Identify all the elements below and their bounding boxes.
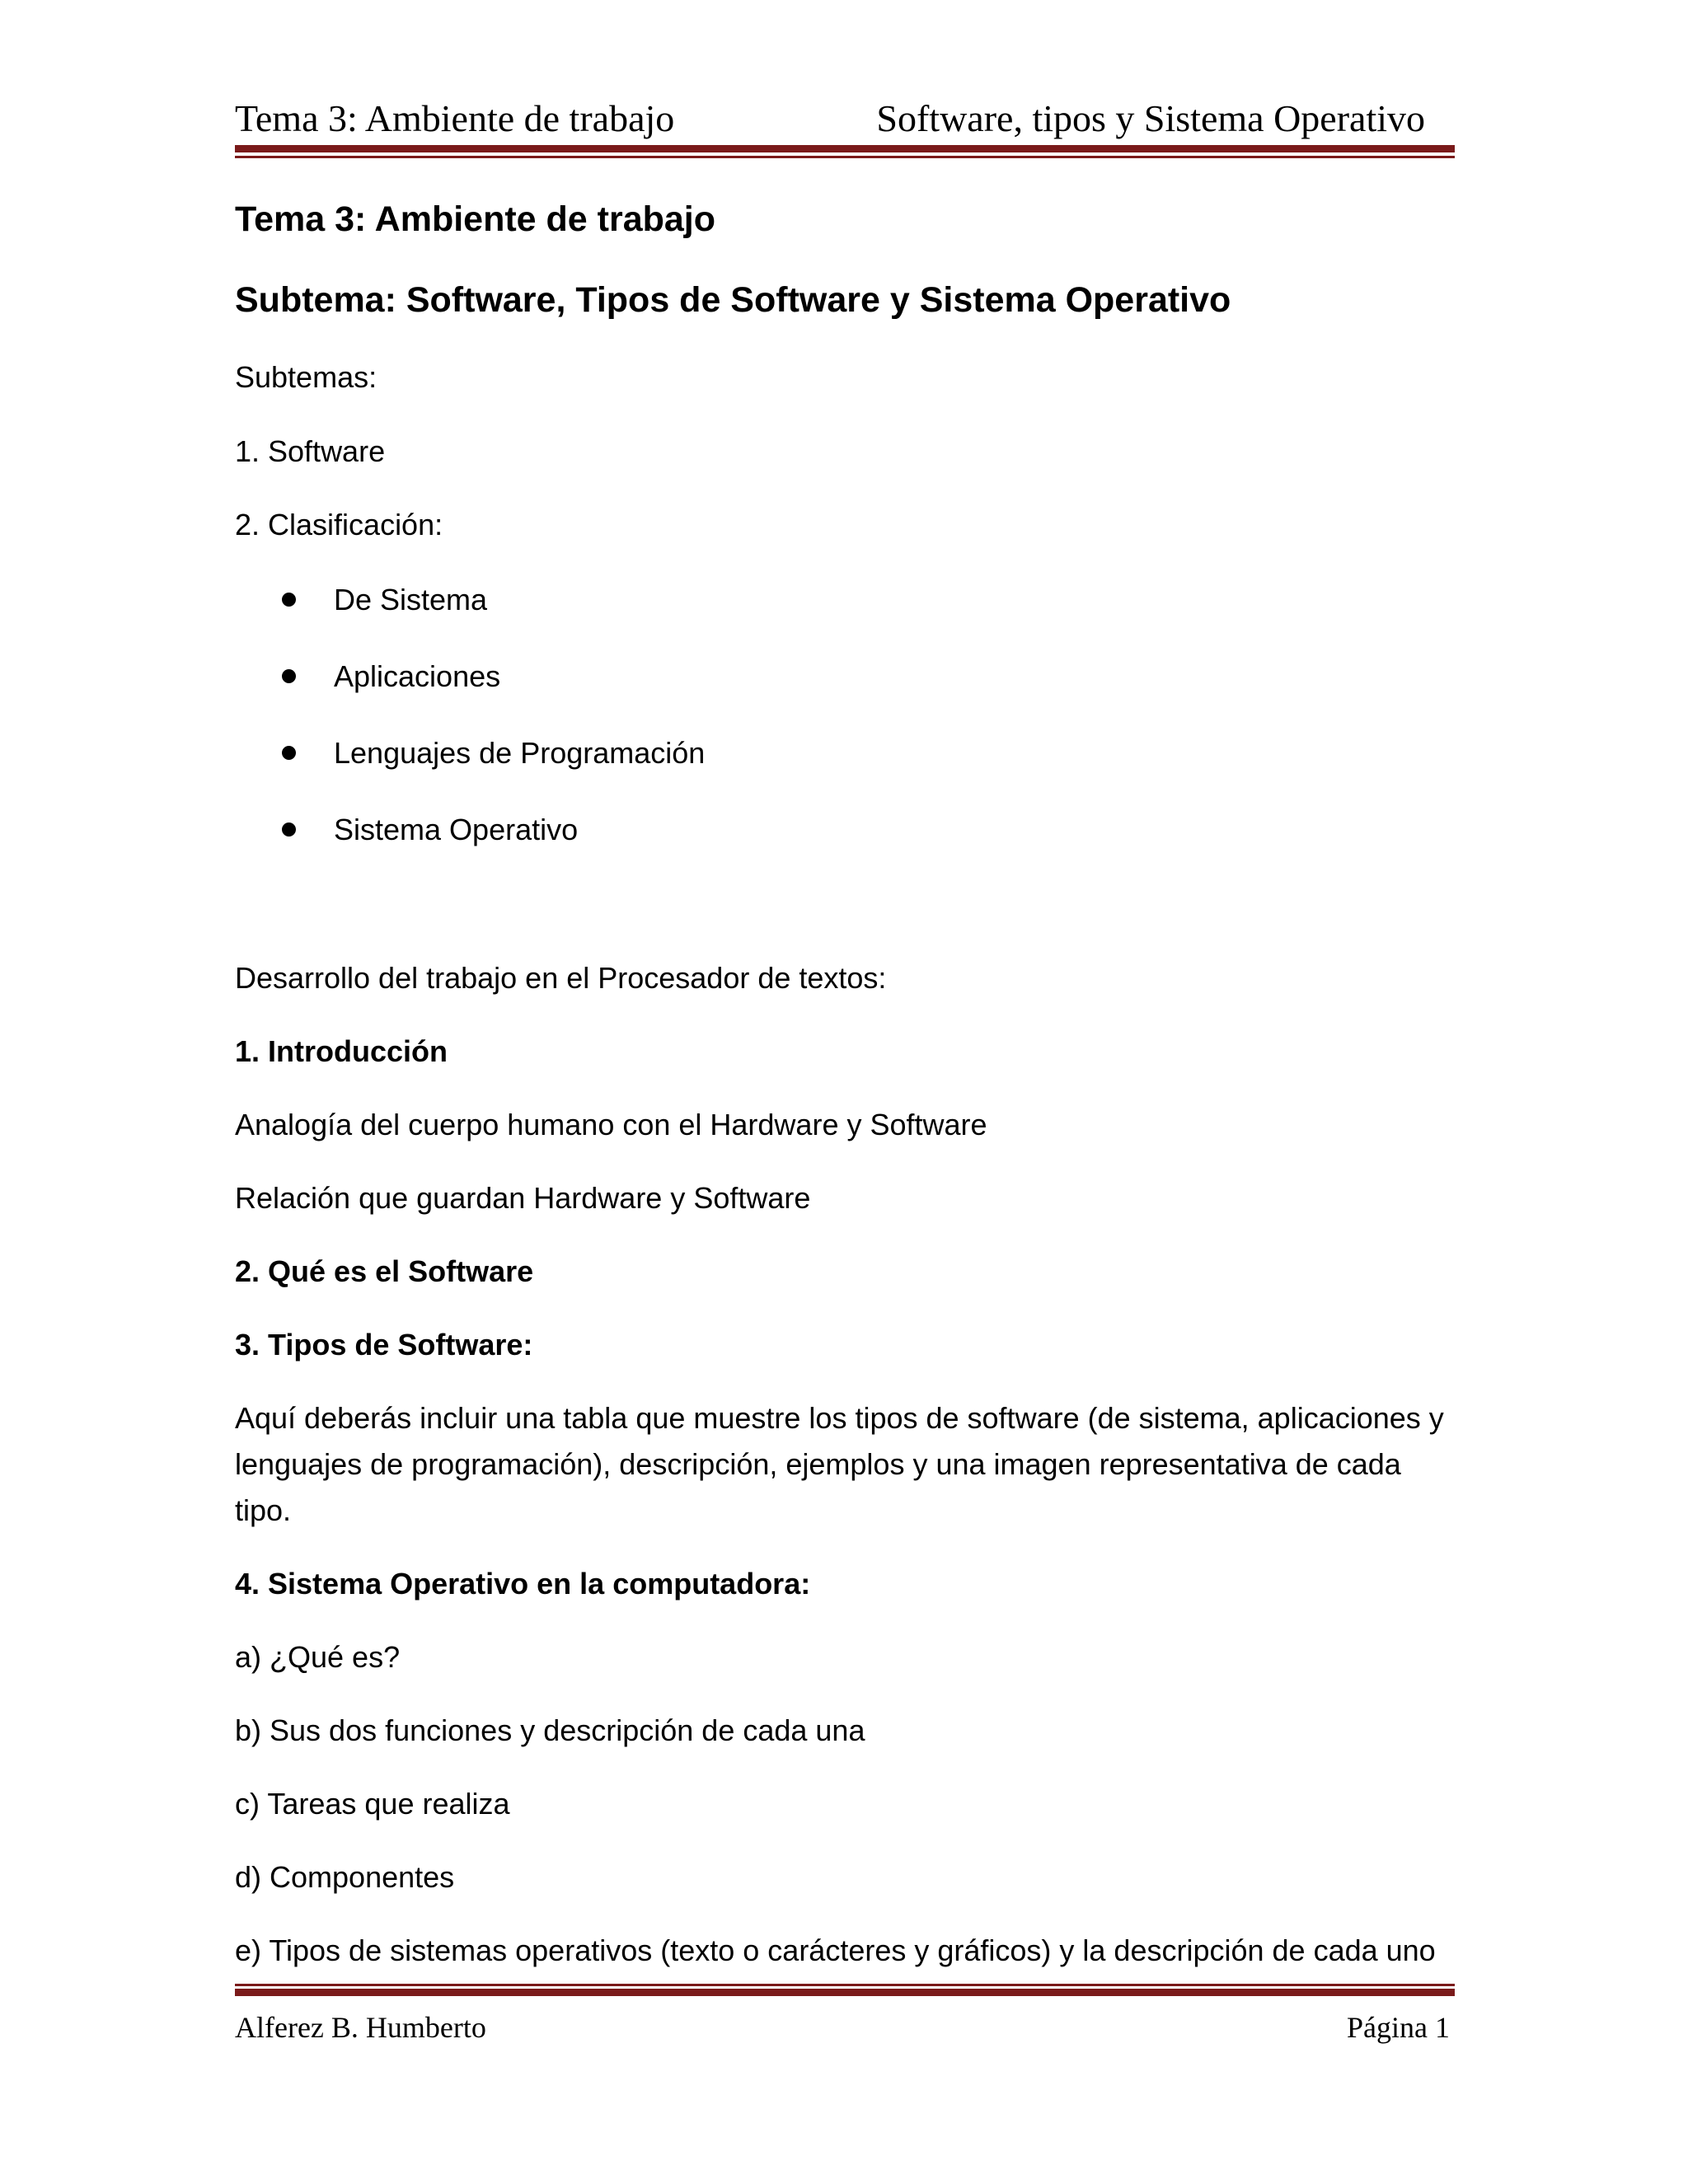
- item-software: 1. Software: [235, 434, 386, 468]
- bullet-icon: [282, 593, 296, 607]
- running-footer: [235, 2004, 1455, 2050]
- so-item-d: d) Componentes: [235, 1860, 455, 1894]
- section-heading-intro: 1. Introducción: [235, 1034, 448, 1068]
- so-item-e: e) Tipos de sistemas operativos (texto o carácteres y gráficos) y la descripción de cada uno: [235, 1933, 1436, 1967]
- header-rule-thin: [235, 156, 1455, 158]
- header-right-text: Software, tipos y Sistema Operativo: [876, 97, 1425, 139]
- bullet-text: Sistema Operativo: [334, 813, 579, 846]
- header-left-text: Tema 3: Ambiente de trabajo: [235, 97, 675, 139]
- page-subtitle: Subtema: Software, Tipos de Software y Sistema Operativo: [235, 280, 1231, 320]
- footer-rule-thin: [235, 1984, 1455, 1986]
- section-heading-que-es: 2. Qué es el Software: [235, 1254, 534, 1288]
- bullet-text: Lenguajes de Programación: [334, 736, 706, 770]
- so-item-c: c) Tareas que realiza: [235, 1787, 510, 1821]
- subtemas-label: Subtemas:: [235, 360, 377, 394]
- bullet-icon: [282, 746, 296, 760]
- bullet-icon: [282, 669, 296, 683]
- tipos-paragraph: Aquí deberás incluir una tabla que muestre los tipos de software (de sistema, aplicaciones y lenguajes de programación), descripción, ejemplos y una imagen representativa de cada tipo.: [235, 1401, 1444, 1527]
- item-clasificacion: 2. Clasificación:: [235, 508, 443, 541]
- bullet-text: De Sistema: [334, 583, 488, 616]
- section-heading-so: 4. Sistema Operativo en la computadora:: [235, 1567, 811, 1601]
- header-rule-thick: [235, 145, 1455, 152]
- footer-page-number: Página 1: [1347, 2011, 1450, 2044]
- footer-author: Alferez B. Humberto: [235, 2011, 486, 2044]
- bullet-icon: [282, 823, 296, 837]
- bullet-text: Aplicaciones: [334, 659, 501, 693]
- footer-rule-thick: [235, 1989, 1455, 1996]
- intro-line-2: Relación que guardan Hardware y Software: [235, 1181, 811, 1215]
- so-item-b: b) Sus dos funciones y descripción de cada una: [235, 1713, 865, 1747]
- page-title: Tema 3: Ambiente de trabajo: [235, 199, 716, 239]
- intro-line-1: Analogía del cuerpo humano con el Hardware y Software: [235, 1108, 987, 1141]
- section-heading-tipos: 3. Tipos de Software:: [235, 1328, 533, 1361]
- so-item-a: a) ¿Qué es?: [235, 1640, 401, 1674]
- desarrollo-text: Desarrollo del trabajo en el Procesador de textos:: [235, 961, 887, 995]
- running-header: [235, 92, 1455, 145]
